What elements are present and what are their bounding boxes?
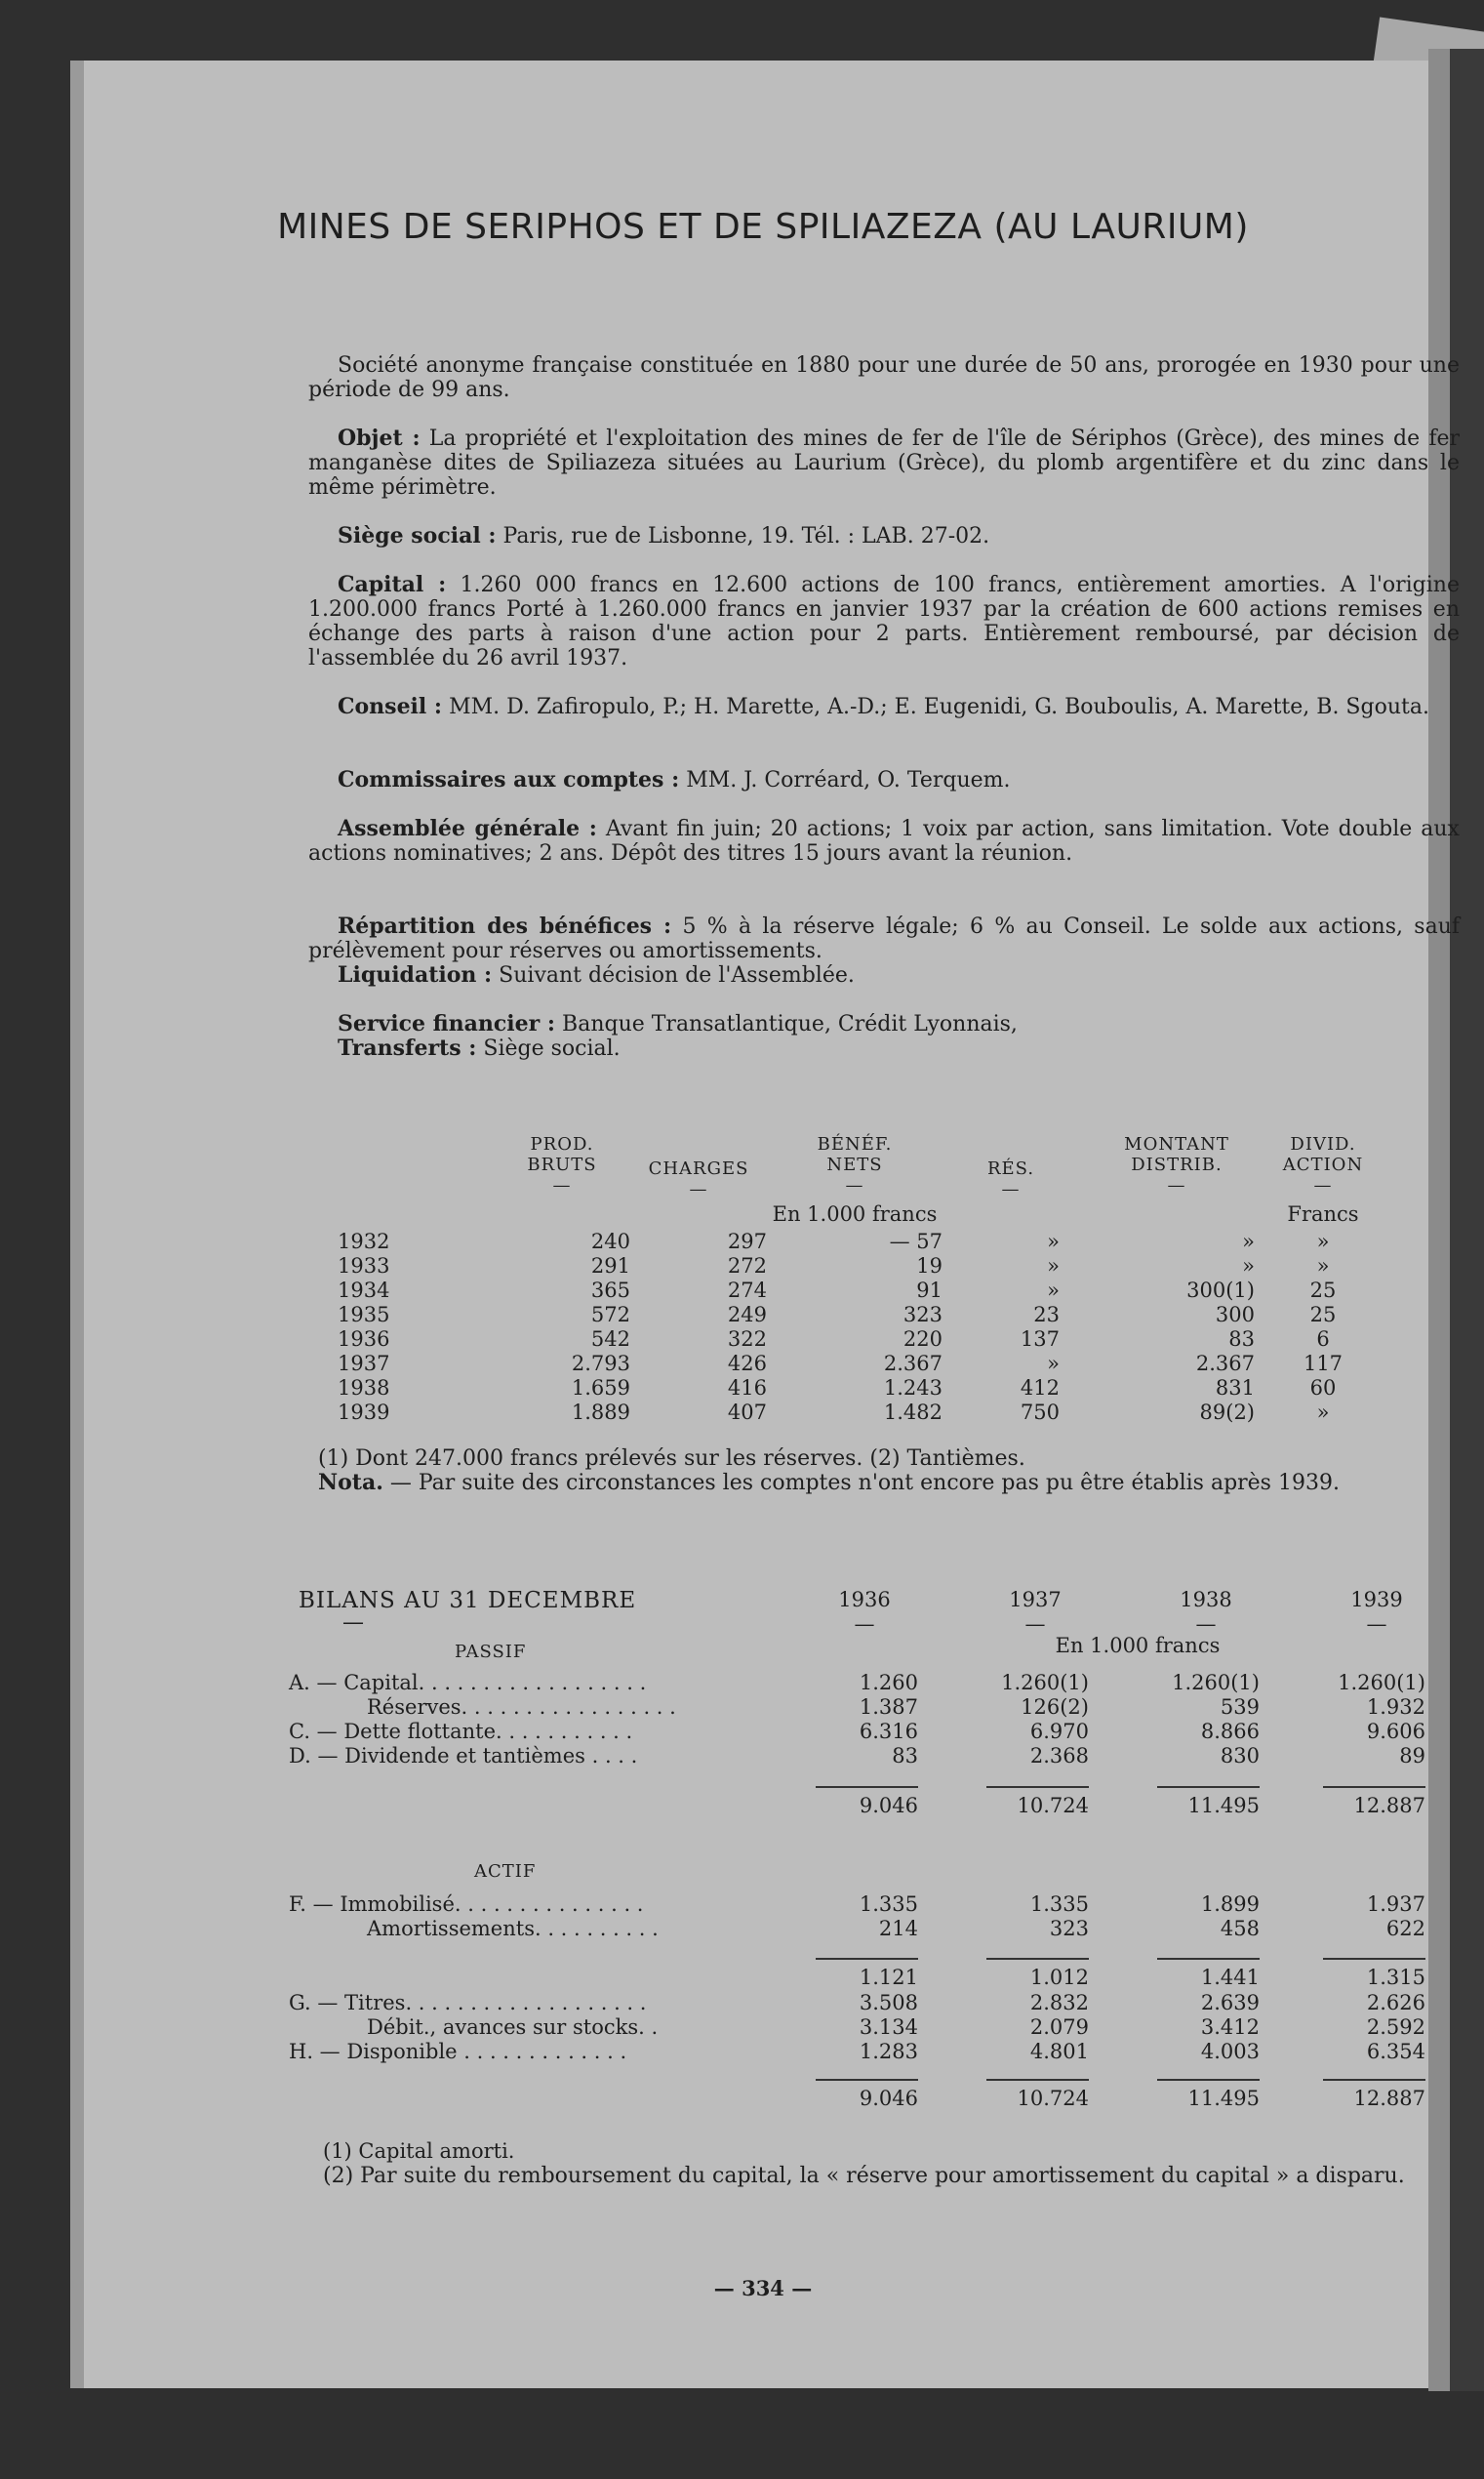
- bilans-title-dash: —: [342, 1610, 364, 1635]
- bilans-cell: 1.937: [1366, 1892, 1425, 1916]
- bilans-cell: 1.387: [859, 1695, 918, 1719]
- bilans-cell: 1.283: [859, 2040, 918, 2063]
- results-francs: Francs: [1287, 1202, 1359, 1226]
- siege-paragraph: [308, 524, 1460, 549]
- bilans-cell: 2.626: [1366, 1991, 1425, 2014]
- header-benef: BÉNÉF. NETS —: [817, 1134, 893, 1196]
- results-year: 1932: [338, 1230, 390, 1253]
- nota-paragraph: Nota. — Par suite des circonstances les comptes n'ont encore pas pu être établis après 1939.: [318, 1470, 1340, 1495]
- bilans-cell: 1.335: [859, 1892, 918, 1916]
- bilans-row-label: Amortissements. . . . . . . . . .: [367, 1917, 659, 1940]
- service-text: Banque Transatlantique, Crédit Lyonnais,: [562, 1012, 1018, 1036]
- bilans-year: 1938: [1180, 1588, 1232, 1611]
- results-cell: 272: [727, 1254, 767, 1278]
- header-prod: PROD. BRUTS —: [527, 1134, 597, 1196]
- actif-label: ACTIF: [474, 1861, 537, 1882]
- header-montant: MONTANT DISTRIB. —: [1124, 1134, 1229, 1196]
- liquidation-label: Liquidation :: [338, 962, 493, 988]
- results-cell: »: [1316, 1401, 1330, 1424]
- results-cell: »: [1047, 1230, 1060, 1253]
- assemblee-text: Avant fin juin; 20 actions; 1 voix par action, sans limitation. Vote double aux actions nominatives; 2 ans. Dépôt des titres 15 jours avant la réunion.: [308, 817, 1460, 866]
- bilans-cell: 1.260(1): [1001, 1671, 1089, 1694]
- results-cell: 831: [1215, 1376, 1255, 1400]
- bilans-total: 1.121: [859, 1966, 918, 1989]
- bilans-cell: 622: [1385, 1917, 1425, 1940]
- results-year: 1939: [338, 1401, 390, 1424]
- bilans-total: 12.887: [1353, 2087, 1425, 2110]
- objet-text: La propriété et l'exploitation des mines de fer de l'île de Sériphos (Grèce), des mines de fer manganèse dites de Spiliazeza situées au Laurium (Grèce), du plomb argentifère et du zinc dans le même périmètre.: [308, 427, 1460, 500]
- results-cell: 117: [1303, 1352, 1344, 1375]
- bilans-cell: 126(2): [1021, 1695, 1089, 1719]
- results-cell: 89(2): [1199, 1401, 1255, 1424]
- results-cell: 83: [1228, 1327, 1255, 1351]
- bilans-total: 9.046: [859, 2087, 918, 2110]
- bilans-cell: 89: [1399, 1744, 1425, 1768]
- document-page: [70, 61, 1460, 2388]
- conseil-label: Conseil :: [338, 694, 443, 719]
- liquidation-text: Suivant décision de l'Assemblée.: [499, 963, 855, 988]
- results-cell: 322: [727, 1327, 767, 1351]
- bilans-year: 1939: [1350, 1588, 1403, 1611]
- results-year: 1933: [338, 1254, 390, 1278]
- objet-paragraph: [308, 427, 1460, 500]
- results-cell: 1.659: [571, 1376, 630, 1400]
- bilans-total: 1.315: [1366, 1966, 1425, 1989]
- results-cell: 1.482: [883, 1401, 943, 1424]
- bilans-cell: 1.260(1): [1172, 1671, 1260, 1694]
- footnote-2: (2) Par suite du remboursement du capital, la « réserve pour amortissement du capital » a disparu.: [323, 2164, 1405, 2188]
- results-cell: 91: [916, 1279, 943, 1302]
- repartition-paragraph: [308, 914, 1460, 963]
- bilans-total: 1.441: [1200, 1966, 1260, 1989]
- bilans-cell: 1.260: [859, 1671, 918, 1694]
- results-year: 1938: [338, 1376, 390, 1400]
- total-rule: [816, 1958, 918, 1960]
- results-cell: 750: [1020, 1401, 1060, 1424]
- commissaires-paragraph: [308, 768, 1460, 792]
- bilans-cell: 6.970: [1029, 1720, 1089, 1743]
- bilans-cell: 2.592: [1366, 2015, 1425, 2039]
- results-year: 1934: [338, 1279, 390, 1302]
- bilans-row-label: F. — Immobilisé. . . . . . . . . . . . . . .: [289, 1892, 644, 1916]
- results-cell: 25: [1309, 1303, 1337, 1326]
- results-cell: 365: [590, 1279, 630, 1302]
- results-cell: 2.793: [571, 1352, 630, 1375]
- bilans-total: 1.012: [1029, 1966, 1089, 1989]
- transferts-text: Siège social.: [483, 1036, 621, 1061]
- bilans-total: 11.495: [1187, 1794, 1260, 1817]
- total-rule: [986, 2079, 1089, 2081]
- bilans-cell: 9.606: [1366, 1720, 1425, 1743]
- results-cell: »: [1316, 1230, 1330, 1253]
- results-cell: 291: [590, 1254, 630, 1278]
- total-rule: [1157, 2079, 1260, 2081]
- results-cell: 572: [590, 1303, 630, 1326]
- results-cell: 274: [727, 1279, 767, 1302]
- results-cell: »: [1316, 1254, 1330, 1278]
- bilans-cell: 2.079: [1029, 2015, 1089, 2039]
- bilans-cell: 1.932: [1366, 1695, 1425, 1719]
- service-paragraph: [308, 1012, 1460, 1036]
- bilans-row-label: A. — Capital. . . . . . . . . . . . . . . . . .: [289, 1671, 647, 1694]
- results-cell: 300: [1215, 1303, 1255, 1326]
- results-cell: 2.367: [1195, 1352, 1255, 1375]
- results-cell: »: [1047, 1352, 1060, 1375]
- assemblee-paragraph: [308, 817, 1460, 866]
- footnote-1: (1) Capital amorti.: [323, 2139, 515, 2163]
- repartition-text: 5 % à la réserve légale; 6 % au Conseil. Le solde aux actions, sauf prélèvement pour réserves ou amortissements.: [308, 914, 1460, 963]
- bilans-total: 10.724: [1017, 1794, 1089, 1817]
- bilans-year-dash: —: [854, 1612, 875, 1636]
- bilans-cell: 3.412: [1200, 2015, 1260, 2039]
- total-rule: [1157, 1958, 1260, 1960]
- header-charges: CHARGES —: [648, 1158, 749, 1199]
- total-rule: [986, 1786, 1089, 1788]
- bilans-cell: 539: [1220, 1695, 1260, 1719]
- results-unit: En 1.000 francs: [772, 1202, 938, 1226]
- results-cell: 60: [1309, 1376, 1337, 1400]
- total-rule: [1323, 2079, 1425, 2081]
- capital-paragraph: [308, 573, 1460, 671]
- header-divid: DIVID. ACTION —: [1282, 1134, 1364, 1196]
- results-cell: 137: [1020, 1327, 1060, 1351]
- results-cell: 1.889: [571, 1401, 630, 1424]
- results-cell: 249: [727, 1303, 767, 1326]
- results-cell: »: [1047, 1279, 1060, 1302]
- passif-label: PASSIF: [455, 1642, 527, 1662]
- results-cell: »: [1242, 1254, 1255, 1278]
- bilans-row-label: Débit., avances sur stocks. .: [367, 2015, 659, 2039]
- results-cell: — 57: [889, 1230, 943, 1253]
- results-cell: 240: [590, 1230, 630, 1253]
- results-cell: 6: [1316, 1327, 1330, 1351]
- total-rule: [1323, 1786, 1425, 1788]
- bilans-cell: 1.335: [1029, 1892, 1089, 1916]
- commissaires-label: Commissaires aux comptes :: [338, 767, 680, 792]
- bilans-row-label: C. — Dette flottante. . . . . . . . . . .: [289, 1720, 633, 1743]
- objet-label: Objet :: [338, 426, 421, 451]
- conseil-text: MM. D. Zafiropulo, P.; H. Marette, A.-D.; E. Eugenidi, G. Bouboulis, A. Marette, B. Sgouta.: [449, 695, 1429, 719]
- results-year: 1936: [338, 1327, 390, 1351]
- bilans-cell: 6.354: [1366, 2040, 1425, 2063]
- bilans-cell: 4.003: [1200, 2040, 1260, 2063]
- bilans-cell: 3.134: [859, 2015, 918, 2039]
- results-cell: 542: [590, 1327, 630, 1351]
- results-cell: 300(1): [1186, 1279, 1255, 1302]
- results-cell: »: [1242, 1230, 1255, 1253]
- bilans-unit: En 1.000 francs: [1055, 1634, 1221, 1657]
- bilans-cell: 6.316: [859, 1720, 918, 1743]
- bilans-cell: 83: [892, 1744, 918, 1768]
- bilans-total: 9.046: [859, 1794, 918, 1817]
- results-cell: 426: [727, 1352, 767, 1375]
- results-year: 1935: [338, 1303, 390, 1326]
- conseil-paragraph: [308, 695, 1460, 719]
- total-rule: [986, 1958, 1089, 1960]
- bilans-total: 11.495: [1187, 2087, 1260, 2110]
- intro-text: Société anonyme française constituée en 1880 pour une durée de 50 ans, prorogée en 1930 pour une période de 99 ans.: [308, 353, 1460, 402]
- bilans-year-dash: —: [1366, 1612, 1387, 1636]
- bilans-cell: 2.368: [1029, 1744, 1089, 1768]
- bilans-cell: 1.899: [1200, 1892, 1260, 1916]
- results-cell: 25: [1309, 1279, 1337, 1302]
- results-cell: 323: [902, 1303, 943, 1326]
- bilans-year-dash: —: [1195, 1612, 1217, 1636]
- siege-label: Siège social :: [338, 523, 497, 549]
- bilans-cell: 323: [1049, 1917, 1089, 1940]
- bilans-total: 12.887: [1353, 1794, 1425, 1817]
- results-cell: 416: [727, 1376, 767, 1400]
- bilans-year: 1936: [838, 1588, 891, 1611]
- results-cell: 1.243: [883, 1376, 943, 1400]
- bilans-title: BILANS AU 31 DECEMBRE: [299, 1588, 637, 1613]
- bilans-cell: 4.801: [1029, 2040, 1089, 2063]
- bilans-row-label: H. — Disponible . . . . . . . . . . . . .: [289, 2040, 627, 2063]
- bilans-row-label: D. — Dividende et tantièmes . . . .: [289, 1744, 638, 1768]
- bilans-cell: 458: [1220, 1917, 1260, 1940]
- bilans-cell: 8.866: [1200, 1720, 1260, 1743]
- service-label: Service financier :: [338, 1011, 556, 1036]
- bilans-total: 10.724: [1017, 2087, 1089, 2110]
- bilans-year-dash: —: [1024, 1612, 1046, 1636]
- header-res: RÉS. —: [986, 1158, 1035, 1199]
- results-cell: 412: [1020, 1376, 1060, 1400]
- total-rule: [1323, 1958, 1425, 1960]
- bilans-cell: 830: [1220, 1744, 1260, 1768]
- assemblee-label: Assemblée générale :: [338, 816, 597, 841]
- transferts-paragraph: [308, 1036, 1460, 1061]
- bilans-cell: 3.508: [859, 1991, 918, 2014]
- siege-text: Paris, rue de Lisbonne, 19. Tél. : LAB. 27-02.: [502, 524, 990, 549]
- bilans-row-label: G. — Titres. . . . . . . . . . . . . . . . . . .: [289, 1991, 647, 2014]
- results-cell: 2.367: [883, 1352, 943, 1375]
- commissaires-text: MM. J. Corréard, O. Terquem.: [686, 768, 1011, 792]
- bilans-year: 1937: [1009, 1588, 1062, 1611]
- bilans-cell: 1.260(1): [1338, 1671, 1425, 1694]
- liquidation-paragraph: [308, 963, 1460, 988]
- repartition-label: Répartition des bénéfices :: [338, 914, 672, 939]
- results-cell: 297: [727, 1230, 767, 1253]
- results-cell: 19: [916, 1254, 943, 1278]
- intro-paragraph: [308, 353, 1460, 402]
- results-cell: 220: [902, 1327, 943, 1351]
- total-rule: [816, 2079, 918, 2081]
- transferts-label: Transferts :: [338, 1036, 477, 1061]
- page-number: — 334 —: [713, 2276, 813, 2300]
- results-cell: 407: [727, 1401, 767, 1424]
- bilans-cell: 214: [878, 1917, 918, 1940]
- results-cell: »: [1047, 1254, 1060, 1278]
- results-cell: 23: [1033, 1303, 1060, 1326]
- page-title: MINES DE SERIPHOS ET DE SPILIAZEZA (AU LAURIUM): [277, 207, 1249, 247]
- results-note: (1) Dont 247.000 francs prélevés sur les réserves. (2) Tantièmes.: [318, 1446, 1025, 1471]
- total-rule: [816, 1786, 918, 1788]
- capital-label: Capital :: [338, 572, 447, 597]
- total-rule: [1157, 1786, 1260, 1788]
- capital-text: 1.260 000 francs en 12.600 actions de 100 francs, entièrement amorties. A l'origine 1.200.000 francs Porté à 1.260.000 francs en janvier 1937 par la création de 600 actions remises en échange des parts à raison d'une action pour 2 parts. Entièrement remboursé, par décision de l'assemblée du 26 avril 1937.: [308, 573, 1460, 671]
- bilans-cell: 2.832: [1029, 1991, 1089, 2014]
- results-year: 1937: [338, 1352, 390, 1375]
- bilans-cell: 2.639: [1200, 1991, 1260, 2014]
- bilans-row-label: Réserves. . . . . . . . . . . . . . . . .: [367, 1695, 676, 1719]
